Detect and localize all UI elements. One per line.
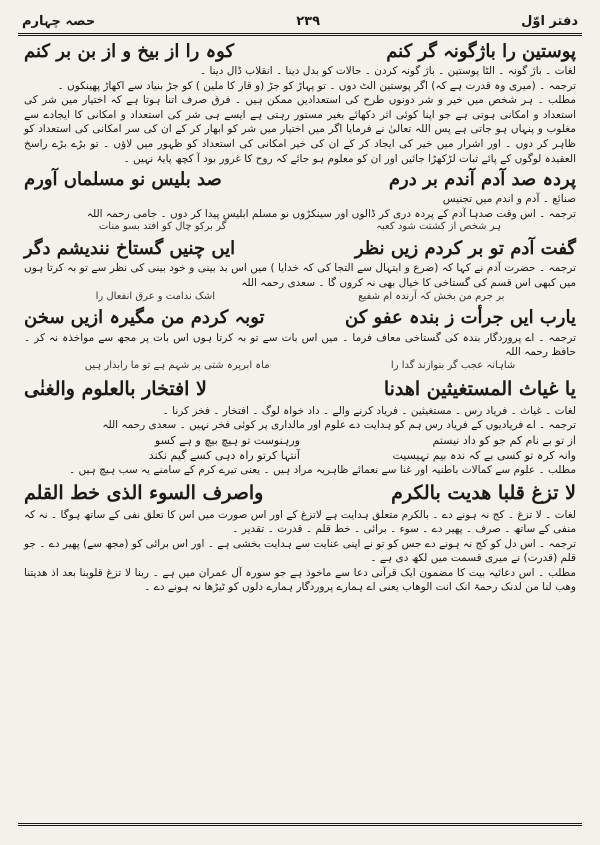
couplet-line: بر جرم من بخش کہ آرندہ ام شفیع [358, 290, 505, 302]
commentary-paragraph: ترجمہ ۔ اے پروردگار بندہ کی گستاخی معاف فرما ۔ میں اس بات سے تو بہ کرتا ہوں اس بات پر مجھ سے مواخذہ نہ کر ۔ حافظ رحمہ اللہ [24, 331, 576, 359]
persian-verse [24, 166, 576, 192]
quoted-couplets [24, 433, 576, 463]
page-header [22, 10, 578, 32]
couplet-line: شاہانہ عجب گر بنوازند گدا را [390, 359, 516, 371]
commentary-paragraph: ترجمہ ۔ اس وقت صدہا آدم کے پردہ دری کر ڈالوں اور سینکڑوں نو مسلم ابلیس پیدا کر دوں ۔ جامی رحمہ اللہ [86, 207, 576, 220]
verse-first-hemistich: گفت آدم تو بر کردم زیں نظر [354, 237, 576, 259]
section-label: حصہ چہارم [22, 13, 96, 29]
header-rule [18, 33, 582, 36]
marginal-couplet [24, 221, 576, 235]
marginal-couplet [24, 291, 576, 305]
verse-second-hemistich: لا افتخار بالعلوم والغنٰی [24, 377, 207, 400]
volume-label: دفتر اوّل [521, 13, 578, 29]
arabic-verse [24, 374, 576, 404]
couplet-line: ورہنوست تو ہیچ بیچ و ہے کسو [154, 433, 300, 447]
couplet-line: وانہ کرہ تو کسی بے کہ ندہ بیم نہیسیت [392, 448, 576, 462]
verse-first-hemistich: یا غیاث المستغیثین اھدنا [383, 377, 576, 400]
commentary-paragraph: لغات ۔ لا تزغ ۔ کج نہ ہونے دے ۔ بالکرم متعلق ہدایت ہے لاتزغ کے اور اس صورت میں اس کا تعلق نفی کے ساتھ ہوگا ۔ نہ کہ منفی کے ساتھ ۔ صرف ۔ پھیر دے ۔ سوء ۔ برائی ۔ خط قلم ۔ قدرت ۔ تقدیر ۔ [24, 508, 576, 536]
verse-first-hemistich: پوستین را باژگونہ گر کنم [386, 40, 576, 62]
commentary-paragraph: ترجمہ ۔ حضرت آدم نے کہا کہ (ضرع و ابتہال سے التجا کی کہ خدایا ) میں اس بد بینی و خود بینی کی نظر سے تو بہ کرتا ہوں میں کبھی اس قسم کی گستاخی کا خیال بھی نہ کروں گا ۔ سعدی رحمہ اللہ [24, 262, 576, 289]
commentary-paragraph: مطلب ۔ اس دعائیہ بیت کا مضمون ایک قرآنی دعا سے ماخوذ ہے جو سورہ آل عمران میں ہے ۔ ربنا لا تزغ قلوبنا بعد اذ ھدیتنا وھب لنا من لدنک رحمۃ انک انت الوھاب یعنی اے ہمارے پروردگار ہمارے دلوں کو ٹیڑھا نہ ہونے دے ۔ [24, 566, 576, 594]
verse-second-hemistich: توبہ کردم من مگیرہ ازیں سخن [24, 307, 265, 329]
commentary-paragraph: مطلب ۔ علوم سے کمالات باطنیہ اور غنا سے نعمائے ظاہریہ مراد ہیں ۔ یعنی تیرے کرم کے سامنے یہ سب ہیچ ہیں ۔ [69, 463, 576, 476]
couplet-line: ماہ ابرپرہ شتی پر شہم ہے تو ما رابدار ہیں [84, 359, 270, 371]
verse-second-hemistich: واصرف السوء الذی خط القلم [24, 481, 264, 504]
commentary-paragraph: ترجمہ ۔ اس دل کو کج نہ ہونے دے جس کو تو نے اپنی عنایت سے ہدایت بخشی ہے ۔ اور اس برائی کو (مجھ سے) پھیر دے ۔ جو قلم (قدرت) نے میری قسمت میں لکھ دی ہے ۔ [24, 537, 576, 565]
persian-verse [24, 38, 576, 64]
couplet-line: آنتہا کرتو راہ دہی کسے گیم نکند [148, 448, 300, 462]
persian-verse [24, 235, 576, 261]
page-number: ۲۳۹ [296, 13, 321, 29]
commentary-paragraph: لغات ۔ غیاث ۔ فریاد رس ۔ مستغیثین ۔ فریاد کرنے والے ۔ داد خواہ لوگ ۔ افتخار ۔ فخر کرنا ۔ [162, 404, 576, 417]
couplet-line: ہر شخص از کشتت شود کعبہ [376, 221, 502, 233]
verse-first-hemistich: لا تزغ قلبا ھدیت بالکرم [391, 481, 576, 504]
arabic-verse [24, 478, 576, 508]
marginal-couplet [24, 360, 576, 374]
commentary-paragraph: لغات ۔ باژ گونہ ۔ الٹا پوستین ۔ باژ گونہ کردن ۔ حالات کو بدل دینا ۔ انقلاب ڈال دینا ۔ [199, 65, 576, 77]
verse-second-hemistich: صد بلیس نو مسلماں آورم [24, 168, 222, 190]
commentary-paragraph: ترجمہ ۔ (میری وہ قدرت ہے کہ) اگر پوستین الٹ دوں ۔ تو پہاڑ کو جڑ (و قار کا ملین ) کو جڑ بنیاد سے اکھاڑ پھینکوں ۔ [57, 79, 576, 92]
footer-rule [18, 823, 582, 835]
verse-first-hemistich: پردہ صد آدم آندم بر درم [388, 168, 576, 190]
verse-second-hemistich: کوہ را از بیخ و از بن بر کنم [24, 40, 235, 62]
commentary-paragraph: ترجمہ ۔ اے فریادیوں کے فریاد رس ہم کو ہدایت دے علوم اور مالداری پر کوئی فخر نہیں ۔ سعدی رحمہ اللہ [102, 419, 576, 432]
couplet-line: اشک ندامت و عرق انفعال را [95, 290, 216, 302]
commentary-paragraph: صنائع ۔ آدم و اندم میں تجنیس [442, 193, 576, 206]
verse-second-hemistich: ایں چنیں گستاخ نندیشم دگر [24, 237, 236, 259]
couplet-line: گر برکو چال کو افتد بسو منات [98, 221, 227, 233]
persian-verse [24, 305, 576, 331]
page-body [24, 38, 576, 815]
couplet-line: از تو بے نام کم جو کو داد نیستم [432, 433, 576, 447]
commentary-paragraph: مطلب ۔ ہر شخص میں خیر و شر دونوں طرح کی استعدادیں ممکن ہیں ۔ فرق صرف اتنا ہوتا ہے کہ اختیار میں شر کی استعداد و امکانی ہوتی ہے جو اپنا کوئی اثر دکھائے بغیر مستور رہتی ہے ایسے ہی شر کی استعداد و امکانی کا ایجادے سے مغلوب و پنہاں ہو جاتی ہے پس اللہ تعالیٰ نے فرمایا اگر میں اختیار میں شر کو ابھار کر کے ان کی سر امکانی کی استعداد کو ظاہر کر دوں ۔ اور اشرار میں خیر کی ایجاد کر کے ان کی خیر امکانی کی استعداد کو ظہور میں لاؤں ۔ تو بڑے بڑے راسخ العقیدہ لوگوں کے پائے ثبات لڑکھڑا جائیں اور ان کو معلوم ہو جائے کہ روح کا غرور بود آ کچھ پایۂ نہیں ۔ [24, 94, 576, 165]
verse-first-hemistich: یارب ایں جرأت ز بندہ عفو کن [345, 307, 576, 329]
